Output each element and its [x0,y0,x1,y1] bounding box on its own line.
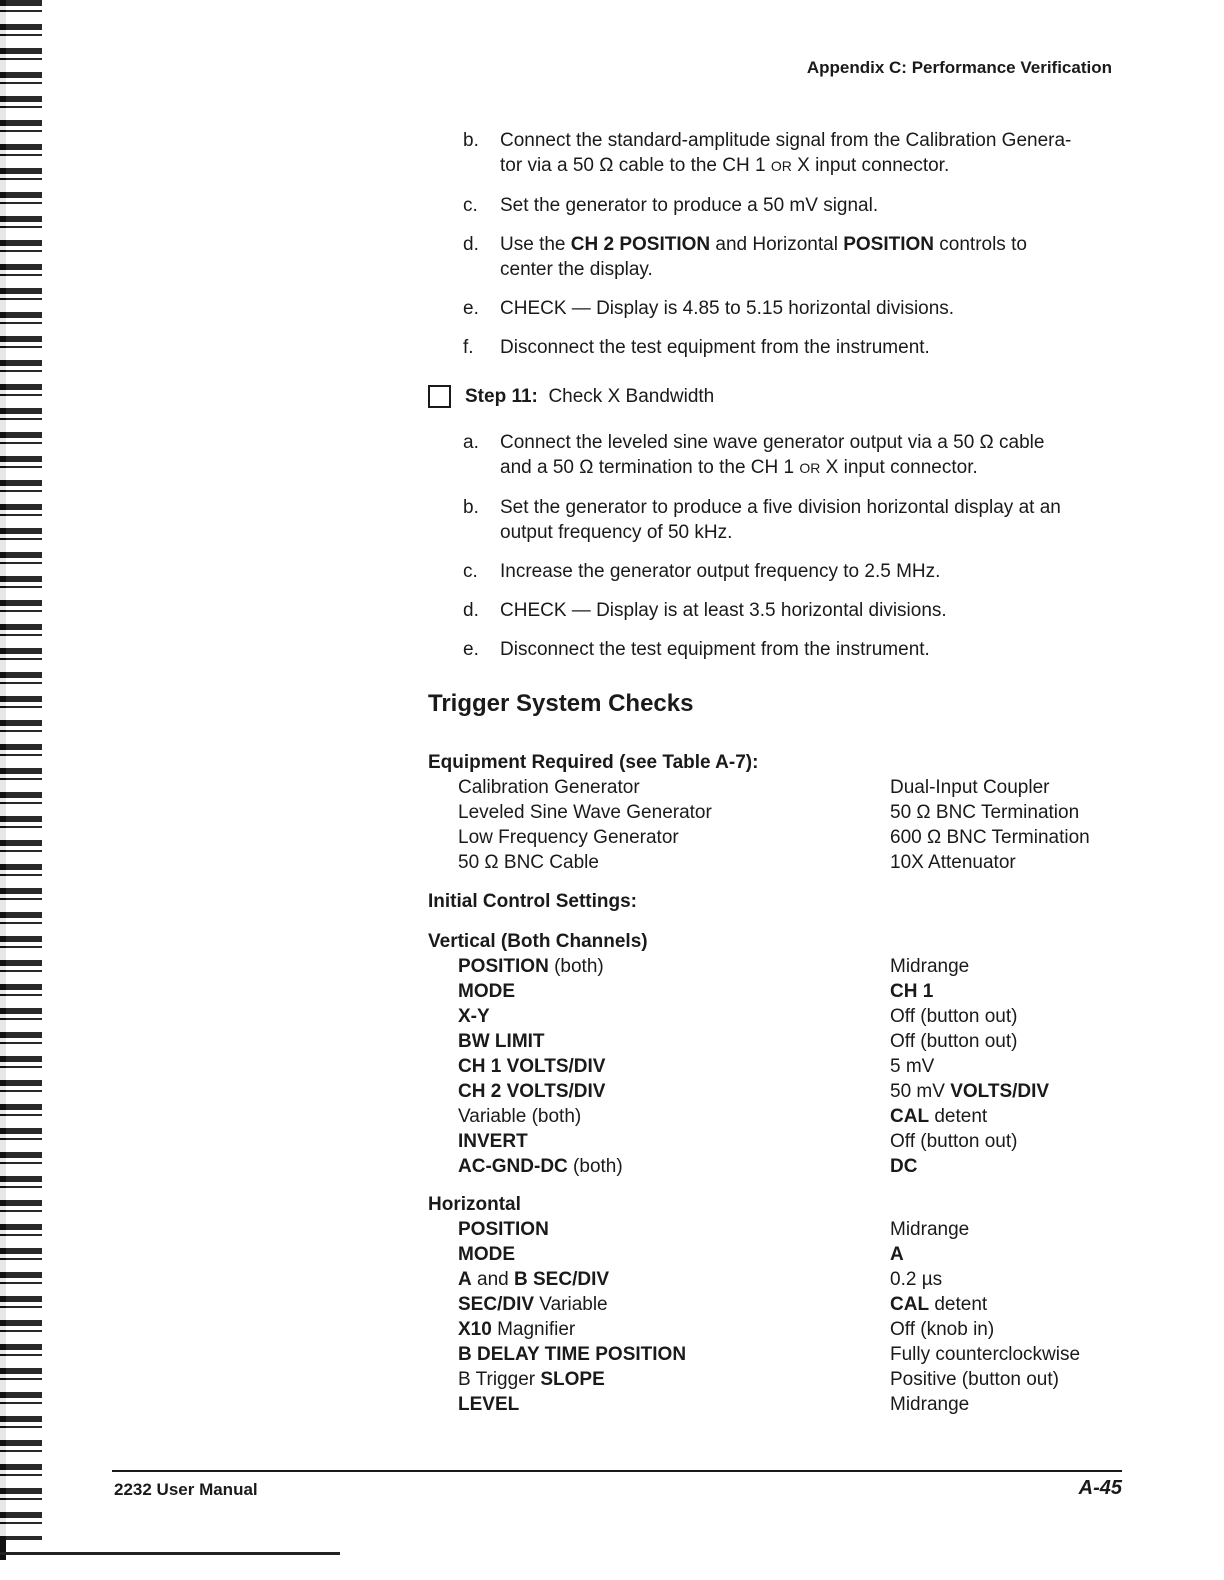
step-title: Check X Bandwidth [548,386,715,407]
horizontal-controls [458,1217,686,1417]
horizontal-heading: Horizontal [428,1194,521,1215]
item-label: c. [463,195,478,216]
control-name: CH 1 VOLTS/DIV [458,1056,606,1077]
setting-value: Midrange [890,1394,970,1415]
vertical-controls [458,954,623,1179]
item-text: CHECK — Display is at least 3.5 horizontal divisions. [500,600,947,621]
control-name: SEC/DIV Variable [458,1294,608,1315]
control-name: POSITION [458,1219,549,1240]
item-label: a. [463,432,479,453]
control-name: LEVEL [458,1394,520,1415]
page-number: A-45 [1078,1477,1122,1499]
spiral-binding [0,0,42,1540]
list-item: a. Connect the leveled sine wave generator output via a 50 Ω cable and a 50 Ω termination to the CH 1 OR X input connector. [463,430,1123,481]
control-name: X10 Magnifier [458,1319,576,1340]
control-name: BW LIMIT [458,1031,545,1052]
horizontal-settings [890,1217,1080,1417]
list-item: b. Set the generator to produce a five division horizontal display at an output frequency of 50 kHz. [463,497,1061,543]
item-label: e. [463,298,479,319]
setting-value: Midrange [890,1219,970,1240]
running-header: Appendix C: Performance Verification [806,58,1112,77]
setting-value: Off (button out) [890,1006,1018,1027]
list-item: b. Connect the standard-amplitude signal from the Calibration Genera- tor via a 50 Ω cable to the CH 1 OR X input connector. [463,128,1123,179]
control-name: A and B SEC/DIV [458,1269,610,1290]
list-item [463,559,1123,584]
control-name: Variable (both) [458,1106,582,1127]
setting-value: Midrange [890,956,970,977]
setting-value: Off (button out) [890,1131,1018,1152]
footer-divider [112,1470,1122,1472]
item-text: CHECK — Display is 4.85 to 5.15 horizontal divisions. [500,298,955,319]
list-item: Dual-Input Coupler [890,777,1050,798]
list-item [463,335,1123,360]
setting-value: A [890,1244,904,1265]
equipment-list-left [458,775,712,875]
manual-title: 2232 User Manual [114,1480,258,1499]
list-item: d. Use the CH 2 POSITION and Horizontal POSITION controls to center the display. [463,234,1027,280]
control-name: MODE [458,1244,515,1265]
control-name: POSITION (both) [458,956,604,977]
item-label: b. [463,130,479,151]
control-name: MODE [458,981,515,1002]
setting-value: Off (button out) [890,1031,1018,1052]
setting-value: 0.2 µs [890,1269,943,1290]
list-item [463,193,1123,218]
initial-settings-heading: Initial Control Settings: [428,891,637,912]
item-text: Disconnect the test equipment from the instrument. [500,639,930,660]
item-label: f. [463,337,474,358]
list-item: Calibration Generator [458,777,640,798]
step-11-heading [428,384,714,409]
step-label: Step 11: [465,386,538,407]
setting-value: CH 1 [890,981,934,1002]
list-item: 10X Attenuator [890,852,1016,873]
list-item: Leveled Sine Wave Generator [458,802,712,823]
item-label: d. [463,600,479,621]
setting-value: 50 mV VOLTS/DIV [890,1081,1050,1102]
control-name: X-Y [458,1006,490,1027]
control-name: B DELAY TIME POSITION [458,1344,687,1365]
item-label: b. [463,497,479,518]
setting-value: Fully counterclockwise [890,1344,1081,1365]
item-label: d. [463,234,479,255]
vertical-settings [890,954,1049,1179]
setting-value: 5 mV [890,1056,935,1077]
setting-value: Off (knob in) [890,1319,995,1340]
procedure-list-step11 [463,430,1123,662]
list-item [463,598,1123,623]
section-title: Trigger System Checks [428,690,694,717]
item-text: Increase the generator output frequency to 2.5 MHz. [500,561,941,582]
list-item: Low Frequency Generator [458,827,679,848]
setting-value: CAL detent [890,1106,988,1127]
equipment-heading: Equipment Required (see Table A-7): [428,752,759,773]
item-text: Connect the standard-amplitude signal from the Calibration Genera- [500,130,1072,151]
item-text: Disconnect the test equipment from the instrument. [500,337,930,358]
item-label: e. [463,639,479,660]
item-text: Set the generator to produce a 50 mV signal. [500,195,879,216]
control-name: AC-GND-DC (both) [458,1156,623,1177]
setting-value: DC [890,1156,918,1177]
item-label: c. [463,561,478,582]
list-item: 50 Ω BNC Termination [890,802,1080,823]
setting-value: CAL detent [890,1294,988,1315]
control-name: INVERT [458,1131,528,1152]
procedure-list-step10 [463,128,1123,360]
control-name: B Trigger SLOPE [458,1369,605,1390]
setting-value: Positive (button out) [890,1369,1059,1390]
page-bottom-edge [0,1552,340,1555]
vertical-heading: Vertical (Both Channels) [428,931,648,952]
control-name: CH 2 VOLTS/DIV [458,1081,606,1102]
list-item [463,637,1123,662]
step-checkbox[interactable] [428,385,451,408]
list-item: 50 Ω BNC Cable [458,852,599,873]
equipment-list-right [890,775,1090,875]
list-item: 600 Ω BNC Termination [890,827,1090,848]
list-item [463,296,1123,321]
